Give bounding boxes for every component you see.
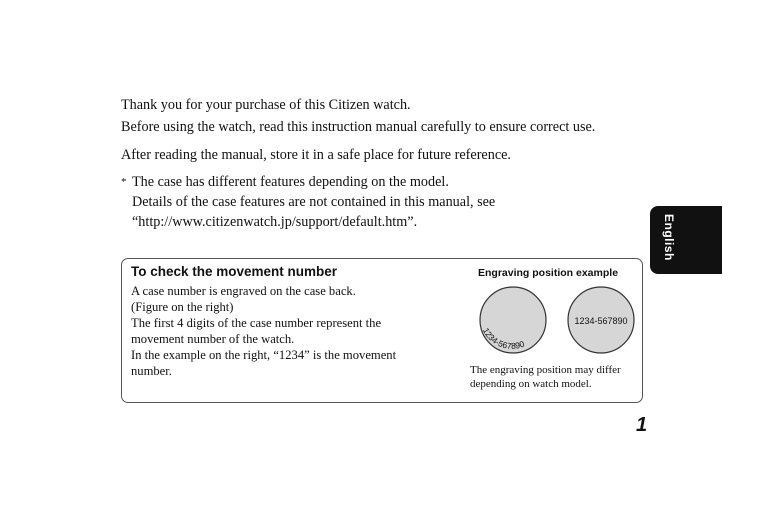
intro-line-2: Before using the watch, read this instruction manual carefully to ensure correct use.: [121, 119, 596, 135]
intro-text: [121, 94, 661, 166]
box-text-line: (Figure on the right): [131, 300, 234, 314]
curved-engraving-value: 1234-567890: [480, 326, 526, 351]
case-note: [121, 172, 641, 232]
note-line-1: The case has different features depending on the model.: [132, 174, 449, 190]
straight-engraving-text: 1234-567890: [574, 316, 628, 326]
engraving-diagram: [478, 285, 644, 359]
movement-number-box: [121, 258, 643, 403]
caption-line-2: depending on watch model.: [470, 378, 592, 390]
box-title: To check the movement number: [131, 264, 338, 279]
box-text-line: In the example on the right, “1234” is the movement: [131, 348, 397, 362]
box-text-line: A case number is engraved on the case back.: [131, 284, 356, 298]
box-text: [131, 283, 451, 379]
engraving-title: Engraving position example: [478, 267, 619, 279]
note-line-3: “http://www.citizenwatch.jp/support/default.htm”.: [132, 214, 418, 230]
box-text-line: number.: [131, 364, 172, 378]
language-tab-label: English: [662, 214, 676, 261]
caption-line-1: The engraving position may differ: [470, 364, 621, 376]
language-tab: [650, 206, 722, 274]
intro-line-1: Thank you for your purchase of this Citizen watch.: [121, 97, 411, 113]
intro-line-3: After reading the manual, store it in a safe place for future reference.: [121, 147, 511, 163]
page-number: 1: [636, 414, 648, 436]
box-text-line: movement number of the watch.: [131, 332, 295, 346]
note-line-2: Details of the case features are not contained in this manual, see: [132, 194, 496, 210]
box-text-line: The first 4 digits of the case number represent the: [131, 316, 382, 330]
asterisk-marker: *: [121, 176, 127, 188]
engraving-caption: [470, 363, 642, 391]
